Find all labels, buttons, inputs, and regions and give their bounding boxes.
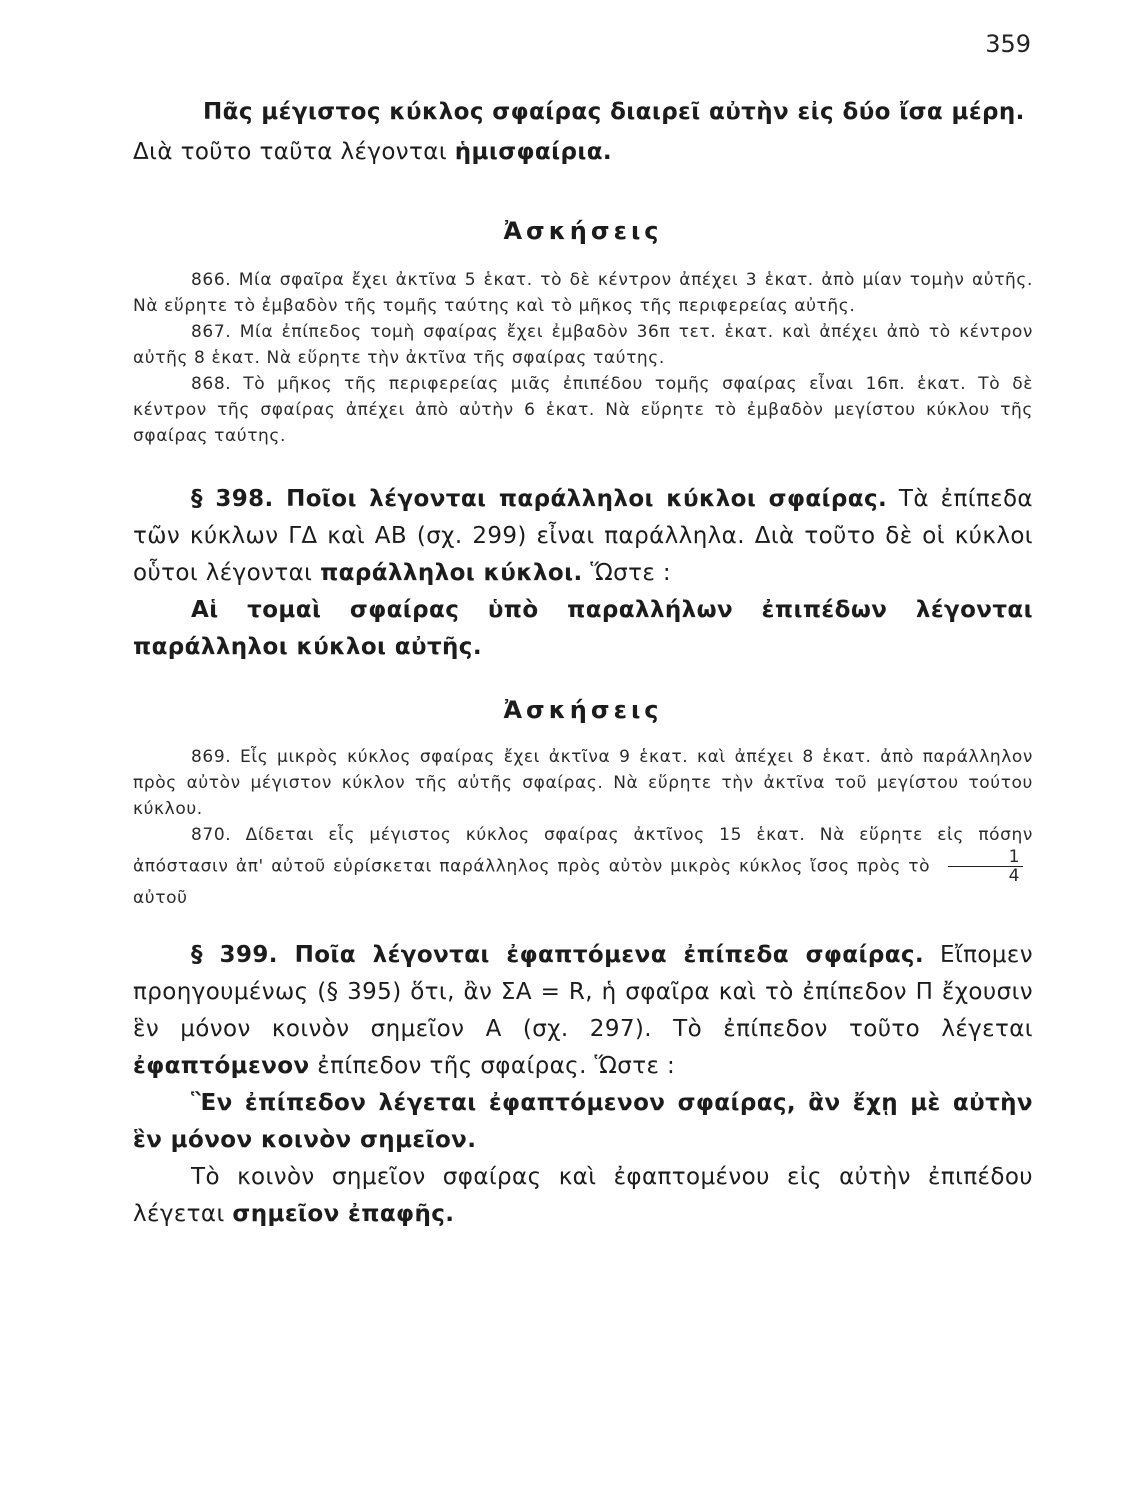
exercise-870 <box>133 822 1033 911</box>
intro-paragraph <box>203 92 1033 132</box>
section-398-so: Ὥστε : <box>590 560 672 586</box>
section-398-body-bold: παράλληλοι κύκλοι. <box>320 560 583 586</box>
section-398-rule: Αἱ τομαὶ σφαίρας ὑπὸ παραλλήλων ἐπιπέδων λέγονται παράλληλοι κύκλοι αὐτῆς. <box>133 597 1033 660</box>
section-398-body: Τὰ ἐπίπεδα τῶν κύκλων ΓΔ καὶ ΑΒ (σχ. 299) εἶναι παράλληλα. Διὰ τοῦτο δὲ οἱ κύκλοι οὗτοι λέγονται <box>133 486 1033 586</box>
section-399-body2-bold: σημεῖον ἐπαφῆς. <box>232 1201 455 1227</box>
fraction-denominator: 4 <box>1008 866 1020 886</box>
fraction-numerator: 1 <box>948 848 1023 867</box>
exercise-868: 868. Τὸ μῆκος τῆς περιφερείας μιᾶς ἐπιπέδου τομῆς σφαίρας εἶναι 16π. ἑκατ. Τὸ δὲ κέντρον τῆς σφαίρας ἀπέχει ἀπὸ αὐτὴν 6 ἑκατ. Νὰ εὕρητε τὸ ἐμβαδὸν μεγίστου κύκλου τῆς σφαίρας ταύτης. <box>133 374 1033 446</box>
intro-bold-sentence: Πᾶς μέγιστος κύκλος σφαίρας διαιρεῖ αὐτὴν εἰς δύο ἴσα μέρη. <box>203 99 1025 125</box>
exercises-list-2 <box>133 744 1033 911</box>
section-398-paragraph <box>133 481 1033 592</box>
intro-line2-bold: ἡμισφαίρια. <box>454 139 613 165</box>
fraction-one-quarter <box>948 848 1023 885</box>
exercises-heading-2: Ἀσκήσεις <box>503 696 663 724</box>
section-399-paragraph <box>133 937 1033 1085</box>
page-number: 359 <box>985 30 1031 58</box>
section-399-body1: Εἴπομεν προηγουμένως (§ 395) ὅτι, ἂν ΣΑ = R, ἡ σφαῖρα καὶ τὸ ἐπίπεδον Π ἔχουσιν ἓν μόνον κοινὸν σημεῖον Α (σχ. 297). Τὸ ἐπίπεδον τοῦτο λέγεται <box>133 942 1033 1042</box>
exercise-869: 869. Εἷς μικρὸς κύκλος σφαίρας ἔχει ἀκτῖνα 9 ἑκατ. καὶ ἀπέχει 8 ἑκατ. ἀπὸ παράλληλον πρὸς αὐτὸν μέγιστον κύκλον τῆς αὐτῆς σφαίρας. Νὰ εὕρητε τὴν ἀκτῖνα τοῦ μεγίστου τούτου κύκλου. <box>133 747 1033 819</box>
section-399-rule: Ἓν ἐπίπεδον λέγεται ἐφαπτόμενον σφαίρας, ἂν ἔχῃ μὲ αὐτὴν ἓν μόνον κοινὸν σημεῖον. <box>133 1090 1033 1153</box>
section-399-paragraph-2 <box>133 1159 1033 1233</box>
intro-line2 <box>133 132 1033 172</box>
section-398-title: § 398. Ποῖοι λέγονται παράλληλοι κύκλοι σφαίρας. <box>191 486 888 512</box>
exercise-870-text: 870. Δίδεται εἷς μέγιστος κύκλος σφαίρας ἀκτῖνος 15 ἑκατ. Νὰ εὕρητε εἰς πόσην ἀπόστασιν ἀπ' αὐτοῦ εὑρίσκεται παράλληλος πρὸς αὐτὸν μικρὸς κύκλος ἴσος πρὸς τὸ <box>133 825 1033 877</box>
exercises-heading-1: Ἀσκήσεις <box>503 217 663 245</box>
section-399-title: § 399. Ποῖα λέγονται ἐφαπτόμενα ἐπίπεδα σφαίρας. <box>191 942 925 968</box>
section-399-body1-end: ἐπίπεδον τῆς σφαίρας. Ὥστε : <box>317 1053 676 1079</box>
exercises-list-1 <box>133 267 1033 449</box>
section-399-body1-bold: ἐφαπτόμενον <box>133 1053 310 1079</box>
section-399-body2: Τὸ κοινὸν σημεῖον σφαίρας καὶ ἐφαπτομένου εἰς αὐτὴν ἐπιπέδου λέγεται <box>133 1164 1033 1227</box>
exercise-870-end: αὐτοῦ <box>133 888 188 908</box>
exercise-866: 866. Μία σφαῖρα ἔχει ἀκτῖνα 5 ἑκατ. τὸ δὲ κέντρον ἀπέχει 3 ἑκατ. ἀπὸ μίαν τομὴν αὐτῆς. Νὰ εὕρητε τὸ ἐμβαδὸν τῆς τομῆς ταύτης καὶ τὸ μῆκος τῆς περιφερείας αὐτῆς. <box>133 270 1033 316</box>
exercise-867: 867. Μία ἐπίπεδος τομὴ σφαίρας ἔχει ἐμβαδὸν 36π τετ. ἑκατ. καὶ ἀπέχει ἀπὸ τὸ κέντρον αὐτῆς 8 ἑκατ. Νὰ εὕρητε τὴν ἀκτῖνα τῆς σφαίρας ταύτης. <box>133 322 1033 368</box>
page-content <box>133 92 1033 1233</box>
intro-line2-text: Διὰ τοῦτο ταῦτα λέγονται <box>133 139 448 165</box>
